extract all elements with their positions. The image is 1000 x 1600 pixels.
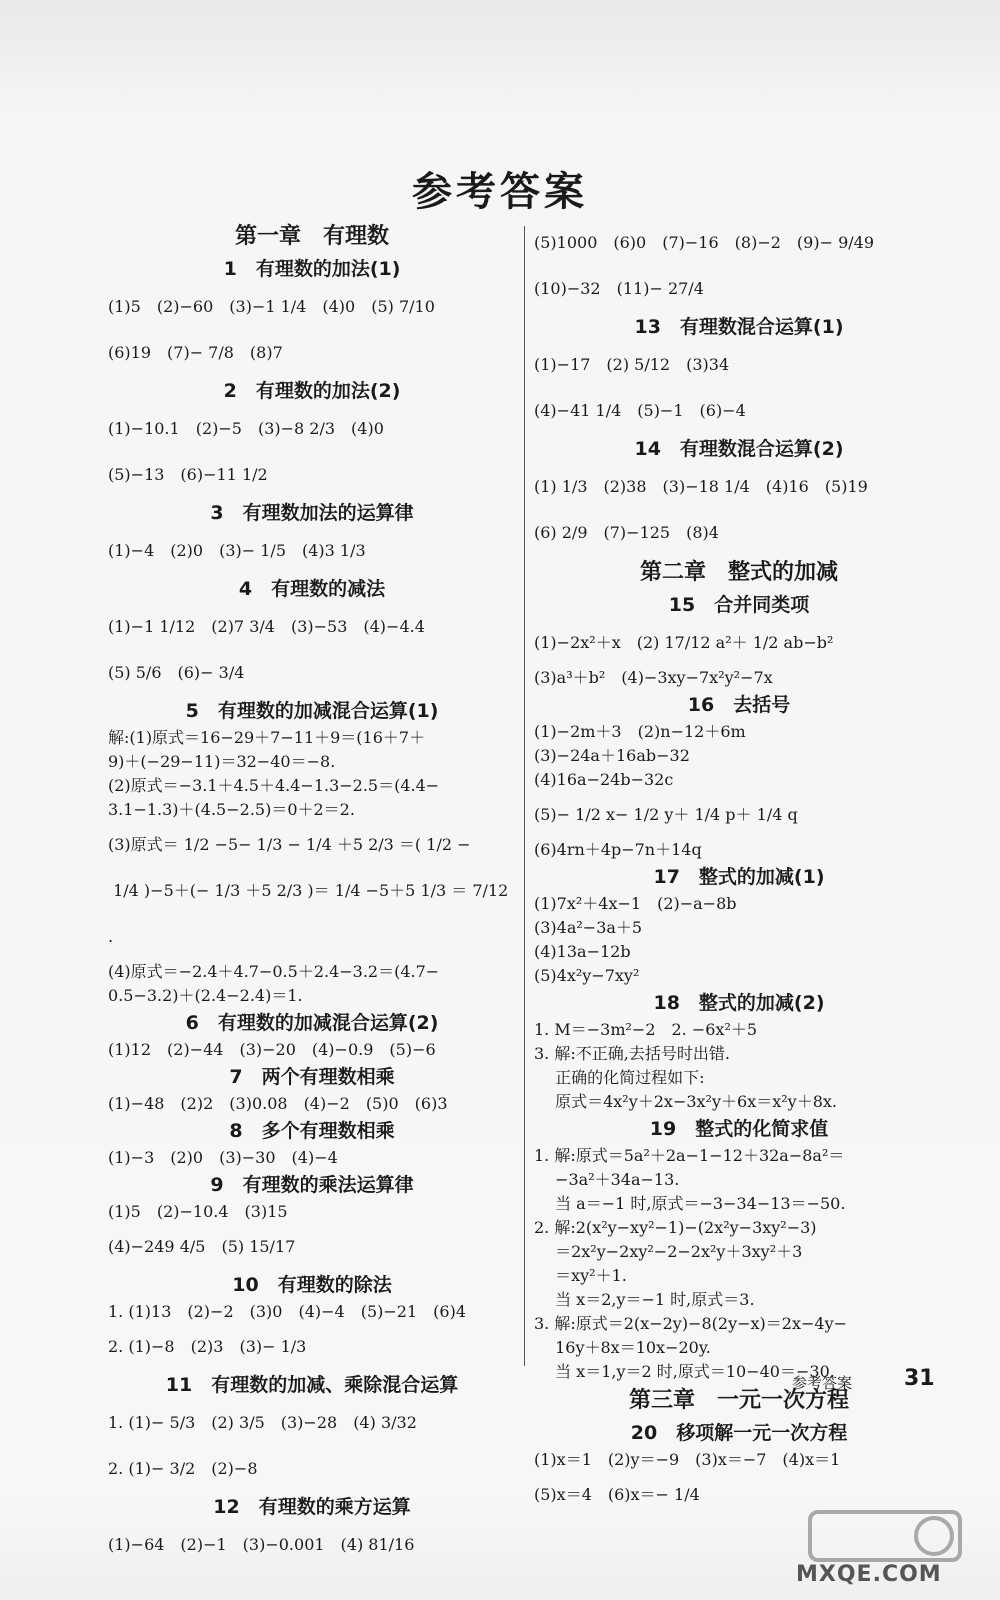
answer-line: (1)−2m＋3 (2)n−12＋6m — [534, 722, 746, 741]
answer-line: 9)＋(−29−11)＝32−40＝−8. — [108, 752, 336, 771]
answer-line: (4)13a−12b — [534, 942, 631, 961]
answer-line: 原式＝4x²y＋2x−3x²y＋6x＝x²y＋8x. — [534, 1092, 837, 1111]
section-heading: 10 有理数的除法 — [232, 1274, 392, 1296]
answer-line: 正确的化简过程如下: — [534, 1068, 705, 1087]
answer-line: 1. (1)13 (2)−2 (3)0 (4)−4 (5)−21 (6)4 — [108, 1302, 466, 1321]
answer-line: (2)原式＝−3.1＋4.5＋4.4−1.3−2.5＝(4.4− — [108, 776, 440, 795]
chapter-heading: 第一章 有理数 — [234, 224, 389, 249]
left-column — [108, 220, 516, 1568]
answer-line: (1)−64 (2)−1 (3)−0.001 (4) 81/16 — [108, 1535, 415, 1554]
answer-line: 3. 解:不正确,去括号时出错. — [534, 1044, 730, 1063]
answer-line: ＝2x²y−2xy²−2−2x²y＋3xy²＋3 — [534, 1242, 803, 1261]
chapter-heading: 第二章 整式的加减 — [639, 560, 838, 585]
page-number: 31 — [904, 1366, 935, 1391]
section-heading: 9 有理数的乘法运算律 — [210, 1174, 414, 1196]
answer-line: (1) 1/3 (2)38 (3)−18 1/4 (4)16 (5)19 — [534, 477, 868, 496]
section-heading: 18 整式的加减(2) — [653, 992, 825, 1014]
answer-line: (10)−32 (11)− 27/4 — [534, 279, 704, 298]
answer-line: (3)4a²−3a＋5 — [534, 918, 643, 937]
answer-line: (1)−1 1/12 (2)7 3/4 (3)−53 (4)−4.4 — [108, 617, 425, 636]
section-heading: 14 有理数混合运算(2) — [634, 438, 844, 460]
footer-label: 参考答案 — [792, 1374, 853, 1392]
answer-line: 2. 解:2(x²y−xy²−1)−(2x²y−3xy²−3) — [534, 1218, 817, 1237]
answer-line: (3)a³＋b² (4)−3xy−7x²y²−7x — [534, 668, 773, 687]
answer-line: (5)− 1/2 x− 1/2 y＋ 1/4 p＋ 1/4 q — [534, 805, 798, 824]
answer-line: −3a²＋34a−13. — [534, 1170, 680, 1189]
answer-line: (1)5 (2)−60 (3)−1 1/4 (4)0 (5) 7/10 — [108, 297, 435, 316]
answer-line: 1. 解:原式＝5a²＋2a−1−12＋32a−8a²＝ — [534, 1146, 845, 1165]
answer-line: 1/4 )−5＋(− 1/3 ＋5 2/3 )＝ 1/4 −5＋5 1/3 ＝ 7/12 . — [108, 881, 514, 946]
answer-line: ＝xy²＋1. — [534, 1266, 627, 1285]
answer-line: 1. (1)− 5/3 (2) 3/5 (3)−28 (4) 3/32 — [108, 1413, 417, 1432]
answer-line: (4)原式＝−2.4＋4.7−0.5＋2.4−3.2＝(4.7− — [108, 962, 440, 981]
section-heading: 11 有理数的加减、乘除混合运算 — [165, 1374, 459, 1396]
section-heading: 8 多个有理数相乘 — [229, 1120, 395, 1142]
answer-line: (1)−2x²＋x (2) 17/12 a²＋ 1/2 ab−b² — [534, 633, 834, 652]
section-heading: 6 有理数的加减混合运算(2) — [185, 1012, 439, 1034]
answer-line: (5)1000 (6)0 (7)−16 (8)−2 (9)− 9/49 — [534, 233, 874, 252]
answer-line: (1)−3 (2)0 (3)−30 (4)−4 — [108, 1148, 338, 1167]
answer-line: (1)−17 (2) 5/12 (3)34 — [534, 355, 730, 374]
watermark-text: MXQE.COM — [796, 1562, 942, 1587]
answer-line: (1)5 (2)−10.4 (3)15 — [108, 1202, 288, 1221]
answer-line: (1)−10.1 (2)−5 (3)−8 2/3 (4)0 — [108, 419, 384, 438]
section-heading: 2 有理数的加法(2) — [223, 380, 401, 402]
section-heading: 5 有理数的加减混合运算(1) — [185, 700, 439, 722]
answer-line: (6)19 (7)− 7/8 (8)7 — [108, 343, 283, 362]
answer-line: (6)4rn＋4p−7n＋14q — [534, 840, 702, 859]
section-heading: 13 有理数混合运算(1) — [634, 316, 844, 338]
answer-line: 当 a＝−1 时,原式＝−3−34−13＝−50. — [534, 1194, 846, 1213]
page-title: 参考答案 — [412, 169, 588, 215]
section-heading: 3 有理数加法的运算律 — [210, 502, 414, 524]
answer-line: (1)7x²＋4x−1 (2)−a−8b — [534, 894, 737, 913]
chapter-heading: 第三章 一元一次方程 — [628, 1388, 849, 1413]
answer-line: (1)12 (2)−44 (3)−20 (4)−0.9 (5)−6 — [108, 1040, 436, 1059]
answer-line: (4)16a−24b−32c — [534, 770, 674, 789]
section-heading: 16 去括号 — [687, 694, 791, 716]
answer-line: (5)x＝4 (6)x＝− 1/4 — [534, 1485, 700, 1504]
section-heading: 12 有理数的乘方运算 — [213, 1496, 411, 1518]
answer-line: (5)4x²y−7xy² — [534, 966, 640, 985]
answer-line: (5)−13 (6)−11 1/2 — [108, 465, 268, 484]
right-column — [534, 220, 944, 1518]
answer-line: 1. M＝−3m²−2 2. −6x²＋5 — [534, 1020, 758, 1039]
answer-line: (3)原式＝ 1/2 −5− 1/3 − 1/4 ＋5 2/3 ＝( 1/2 − — [108, 835, 471, 854]
answer-line: 解:(1)原式＝16−29＋7−11＋9＝(16＋7＋ — [108, 728, 426, 747]
section-heading: 20 移项解一元一次方程 — [630, 1422, 848, 1444]
answer-line: (5) 5/6 (6)− 3/4 — [108, 663, 245, 682]
answer-line: 3. 解:原式＝2(x−2y)−8(2y−x)＝2x−4y− — [534, 1314, 848, 1333]
answer-line: 3.1−1.3)＋(4.5−2.5)＝0＋2＝2. — [108, 800, 355, 819]
section-heading: 7 两个有理数相乘 — [229, 1066, 395, 1088]
answer-line: (6) 2/9 (7)−125 (8)4 — [534, 523, 719, 542]
answer-line: (1)x＝1 (2)y＝−9 (3)x＝−7 (4)x＝1 — [534, 1450, 841, 1469]
answer-line: (4)−249 4/5 (5) 15/17 — [108, 1237, 296, 1256]
answer-line: (1)−48 (2)2 (3)0.08 (4)−2 (5)0 (6)3 — [108, 1094, 448, 1113]
answer-line: 2. (1)−8 (2)3 (3)− 1/3 — [108, 1337, 307, 1356]
section-heading: 19 整式的化简求值 — [649, 1118, 829, 1140]
section-heading: 15 合并同类项 — [668, 594, 810, 616]
answer-line: 当 x＝2,y＝−1 时,原式＝3. — [534, 1290, 755, 1309]
answer-line: (4)−41 1/4 (5)−1 (6)−4 — [534, 401, 746, 420]
section-heading: 4 有理数的减法 — [238, 578, 386, 600]
section-heading: 17 整式的加减(1) — [653, 866, 825, 888]
answer-line: 当 x＝1,y＝2 时,原式＝10−40＝−30. — [534, 1362, 835, 1381]
answer-line: (3)−24a＋16ab−32 — [534, 746, 690, 765]
section-heading: 1 有理数的加法(1) — [223, 258, 401, 280]
column-divider — [524, 226, 525, 1366]
answer-line: (1)−4 (2)0 (3)− 1/5 (4)3 1/3 — [108, 541, 366, 560]
answer-line: 0.5−3.2)＋(2.4−2.4)＝1. — [108, 986, 303, 1005]
answer-line: 16y＋8x＝10x−20y. — [534, 1338, 711, 1357]
answer-line: 2. (1)− 3/2 (2)−8 — [108, 1459, 258, 1478]
